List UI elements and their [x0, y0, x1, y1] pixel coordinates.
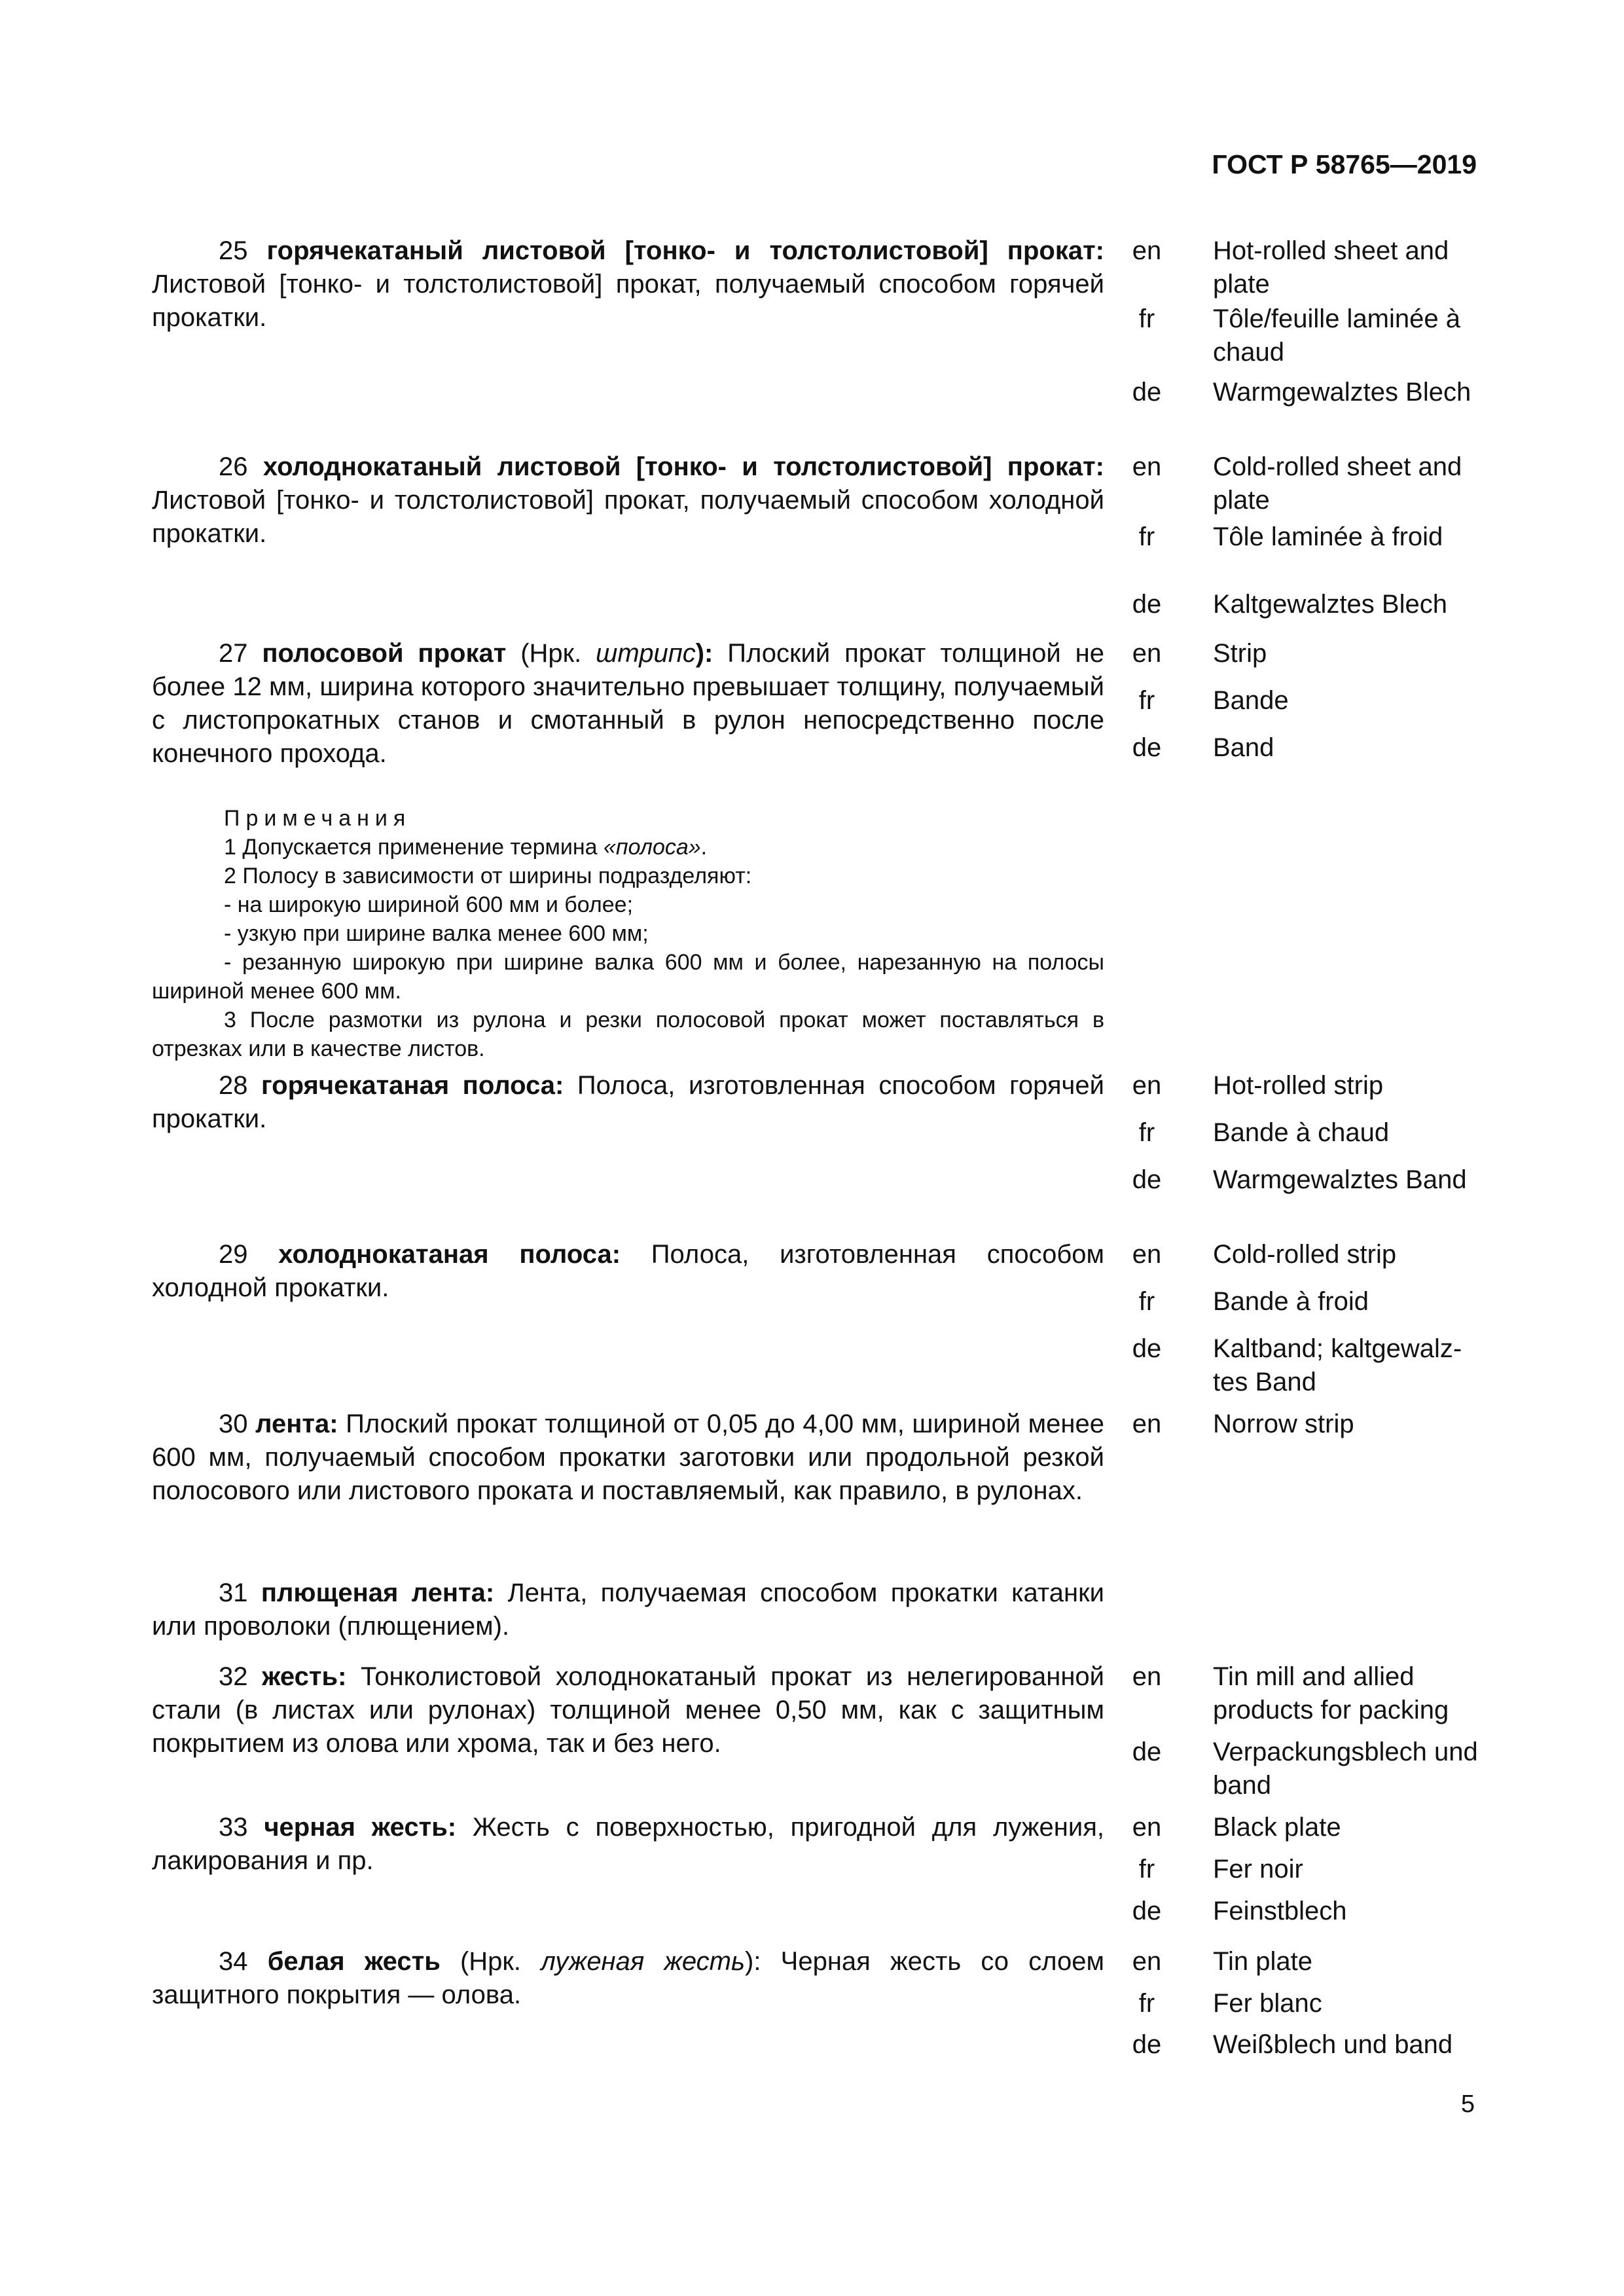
term-note-prefix: (Нрк.	[440, 1947, 541, 1976]
term-name-suffix: ):	[695, 639, 713, 668]
page-number: 5	[1460, 2090, 1475, 2118]
term-number: 29	[219, 1240, 248, 1269]
term-number: 32	[219, 1662, 248, 1691]
equivalent-term: Cold-rolled strip	[1213, 1240, 1397, 1269]
term-name: жесть:	[262, 1662, 347, 1691]
language-code: fr	[1138, 304, 1155, 333]
term-definition: Полоса, изготовленная способом холодной прокатки.	[152, 1240, 1104, 1302]
equivalent-term: Weißblech und band	[1213, 2030, 1453, 2059]
language-code: fr	[1138, 686, 1155, 715]
term-deprecated-synonym: штрипс	[596, 639, 696, 668]
term-entry	[152, 1660, 1104, 1760]
term-entry	[152, 1069, 1104, 1136]
equivalent-term: Fer noir	[1213, 1855, 1303, 1884]
equivalent-term: Norrow strip	[1213, 1410, 1354, 1438]
language-code: en	[1132, 1947, 1162, 1976]
equivalent-term: Kaltband; kaltgewalz-tes Band	[1213, 1334, 1462, 1396]
equivalent-term: Fer blanc	[1213, 1989, 1322, 2018]
equivalent-term: Tin mill and allied products for packing	[1213, 1662, 1449, 1724]
term-entry	[152, 450, 1104, 551]
term-name: черная жесть:	[264, 1813, 457, 1842]
term-number: 28	[219, 1071, 248, 1100]
language-code: fr	[1138, 1989, 1155, 2018]
term-number: 31	[219, 1578, 248, 1607]
note-1	[224, 833, 1104, 862]
language-code: en	[1132, 452, 1162, 481]
term-number: 26	[219, 452, 248, 481]
term-name: холоднокатаная полоса:	[278, 1240, 621, 1269]
term-note-prefix: (Нрк.	[506, 639, 596, 668]
term-number: 34	[219, 1947, 248, 1976]
equivalent-term: Tin plate	[1213, 1947, 1312, 1976]
term-definition: Полоса, изготовленная способом горячей прокатки.	[152, 1071, 1104, 1133]
term-name: полосовой прокат	[262, 639, 507, 668]
language-code: en	[1132, 236, 1162, 265]
note-3: 3 После размотки из рулона и резки полосовой прокат может поставляться в отрезках или в качестве листов.	[152, 1008, 1104, 1061]
term-entry	[152, 234, 1104, 335]
equivalent-term: Verpackungsblech und band	[1213, 1738, 1478, 1800]
note-1-end: .	[700, 835, 708, 860]
language-code: en	[1132, 1662, 1162, 1691]
term-name: плющеная лента:	[261, 1578, 495, 1607]
term-name-suffix: ):	[745, 1947, 761, 1976]
language-code: fr	[1138, 1855, 1155, 1884]
equivalent-term: Feinstblech	[1213, 1897, 1347, 1925]
note-2: 2 Полосу в зависимости от ширины подразделяют:	[224, 864, 752, 888]
equivalent-term: Tôle/feuille laminée à chaud	[1213, 304, 1460, 367]
note-1-italic: «полоса»	[603, 835, 701, 860]
term-definition: Жесть с поверхностью, пригодной для лужения, лакирования и пр.	[152, 1813, 1104, 1875]
language-code: fr	[1138, 1287, 1155, 1316]
term-entry	[152, 1945, 1104, 2012]
term-deprecated-synonym: луженая жесть	[541, 1947, 746, 1976]
term-definition: Плоский прокат толщиной не более 12 мм, ширина которого значительно превышает толщину, получаемый с листопрокатных станов и смотанный в рулон непосредственно после конечного прохода.	[152, 639, 1104, 768]
equivalent-term: Bande	[1213, 686, 1289, 715]
language-code: fr	[1138, 522, 1155, 551]
document-header: ГОСТ Р 58765—2019	[1212, 149, 1477, 179]
term-name: холоднокатаный листовой [тонко- и толстолистовой] прокат:	[262, 452, 1104, 481]
language-code: de	[1132, 2030, 1162, 2059]
equivalent-term: Tôle laminée à froid	[1213, 522, 1443, 551]
language-code: de	[1132, 1334, 1162, 1363]
term-name: горячекатаный листовой [тонко- и толстолистовой] прокат:	[266, 236, 1104, 265]
language-code: de	[1132, 378, 1162, 407]
term-number: 27	[219, 639, 248, 668]
language-code: en	[1132, 1071, 1162, 1100]
equivalent-term: Black plate	[1213, 1813, 1341, 1842]
notes-title: Примечания	[224, 806, 412, 831]
language-code: fr	[1138, 1118, 1155, 1147]
term-definition: Тонколистовой холоднокатаный прокат из нелегированной стали (в листах или рулонах) толщиной менее 0,50 мм, как с защитным покрытием из олова или хрома, так и без него.	[152, 1662, 1104, 1758]
equivalent-term: Band	[1213, 733, 1274, 762]
term-definition: Черная жесть со слоем защитного покрытия — олова.	[152, 1947, 1104, 2009]
equivalent-term: Cold-rolled sheet and plate	[1213, 452, 1462, 515]
term-definition: Листовой [тонко- и толстолистовой] прокат, получаемый способом горячей прокатки.	[152, 270, 1104, 332]
equivalent-term: Bande à chaud	[1213, 1118, 1390, 1147]
language-code: de	[1132, 590, 1162, 619]
equivalent-term: Hot-rolled strip	[1213, 1071, 1384, 1100]
term-name: горячекатаная полоса:	[261, 1071, 564, 1100]
language-code: de	[1132, 1897, 1162, 1925]
language-code: en	[1132, 1813, 1162, 1842]
equivalent-term: Warmgewalztes Blech	[1213, 378, 1471, 407]
term-number: 30	[219, 1410, 248, 1438]
language-code: en	[1132, 1410, 1162, 1438]
note-2b: - узкую при ширине валка менее 600 мм;	[224, 921, 649, 946]
term-number: 25	[219, 236, 248, 265]
note-2c: - резанную широкую при ширине валка 600 мм и более, нарезанную на полосы шириной менее 600 мм.	[152, 950, 1104, 1004]
equivalent-term: Kaltgewalztes Blech	[1213, 590, 1447, 619]
term-definition: Плоский прокат толщиной от 0,05 до 4,00 мм, шириной менее 600 мм, получаемый способом прокатки заготовки или продольной резкой полосового или листового проката и поставляемый, как правило, в рулонах.	[152, 1410, 1105, 1505]
note-1-text: 1 Допускается применение термина	[224, 835, 604, 860]
note-2a: - на широкую шириной 600 мм и более;	[224, 892, 634, 917]
term-entry	[152, 637, 1104, 771]
term-entry	[152, 1811, 1104, 1878]
language-code: en	[1132, 1240, 1162, 1269]
term-entry	[152, 1576, 1104, 1643]
term-definition: Листовой [тонко- и толстолистовой] прокат, получаемый способом холодной прокатки.	[152, 486, 1104, 548]
term-number: 33	[219, 1813, 248, 1842]
language-code: de	[1132, 1738, 1162, 1766]
language-code: de	[1132, 1165, 1162, 1194]
term-entry	[152, 1408, 1104, 1508]
notes-block	[152, 804, 1104, 1063]
term-definition: Лента, получаемая способом прокатки катанки или проволоки (плющением).	[152, 1578, 1104, 1641]
equivalent-term: Hot-rolled sheet and plate	[1213, 236, 1449, 299]
term-entry	[152, 1238, 1104, 1305]
language-code: en	[1132, 639, 1162, 668]
term-name: лента:	[255, 1410, 338, 1438]
equivalent-term: Warmgewalztes Band	[1213, 1165, 1467, 1194]
equivalent-term: Bande à froid	[1213, 1287, 1369, 1316]
equivalent-term: Strip	[1213, 639, 1267, 668]
term-name: белая жесть	[267, 1947, 441, 1976]
language-code: de	[1132, 733, 1162, 762]
